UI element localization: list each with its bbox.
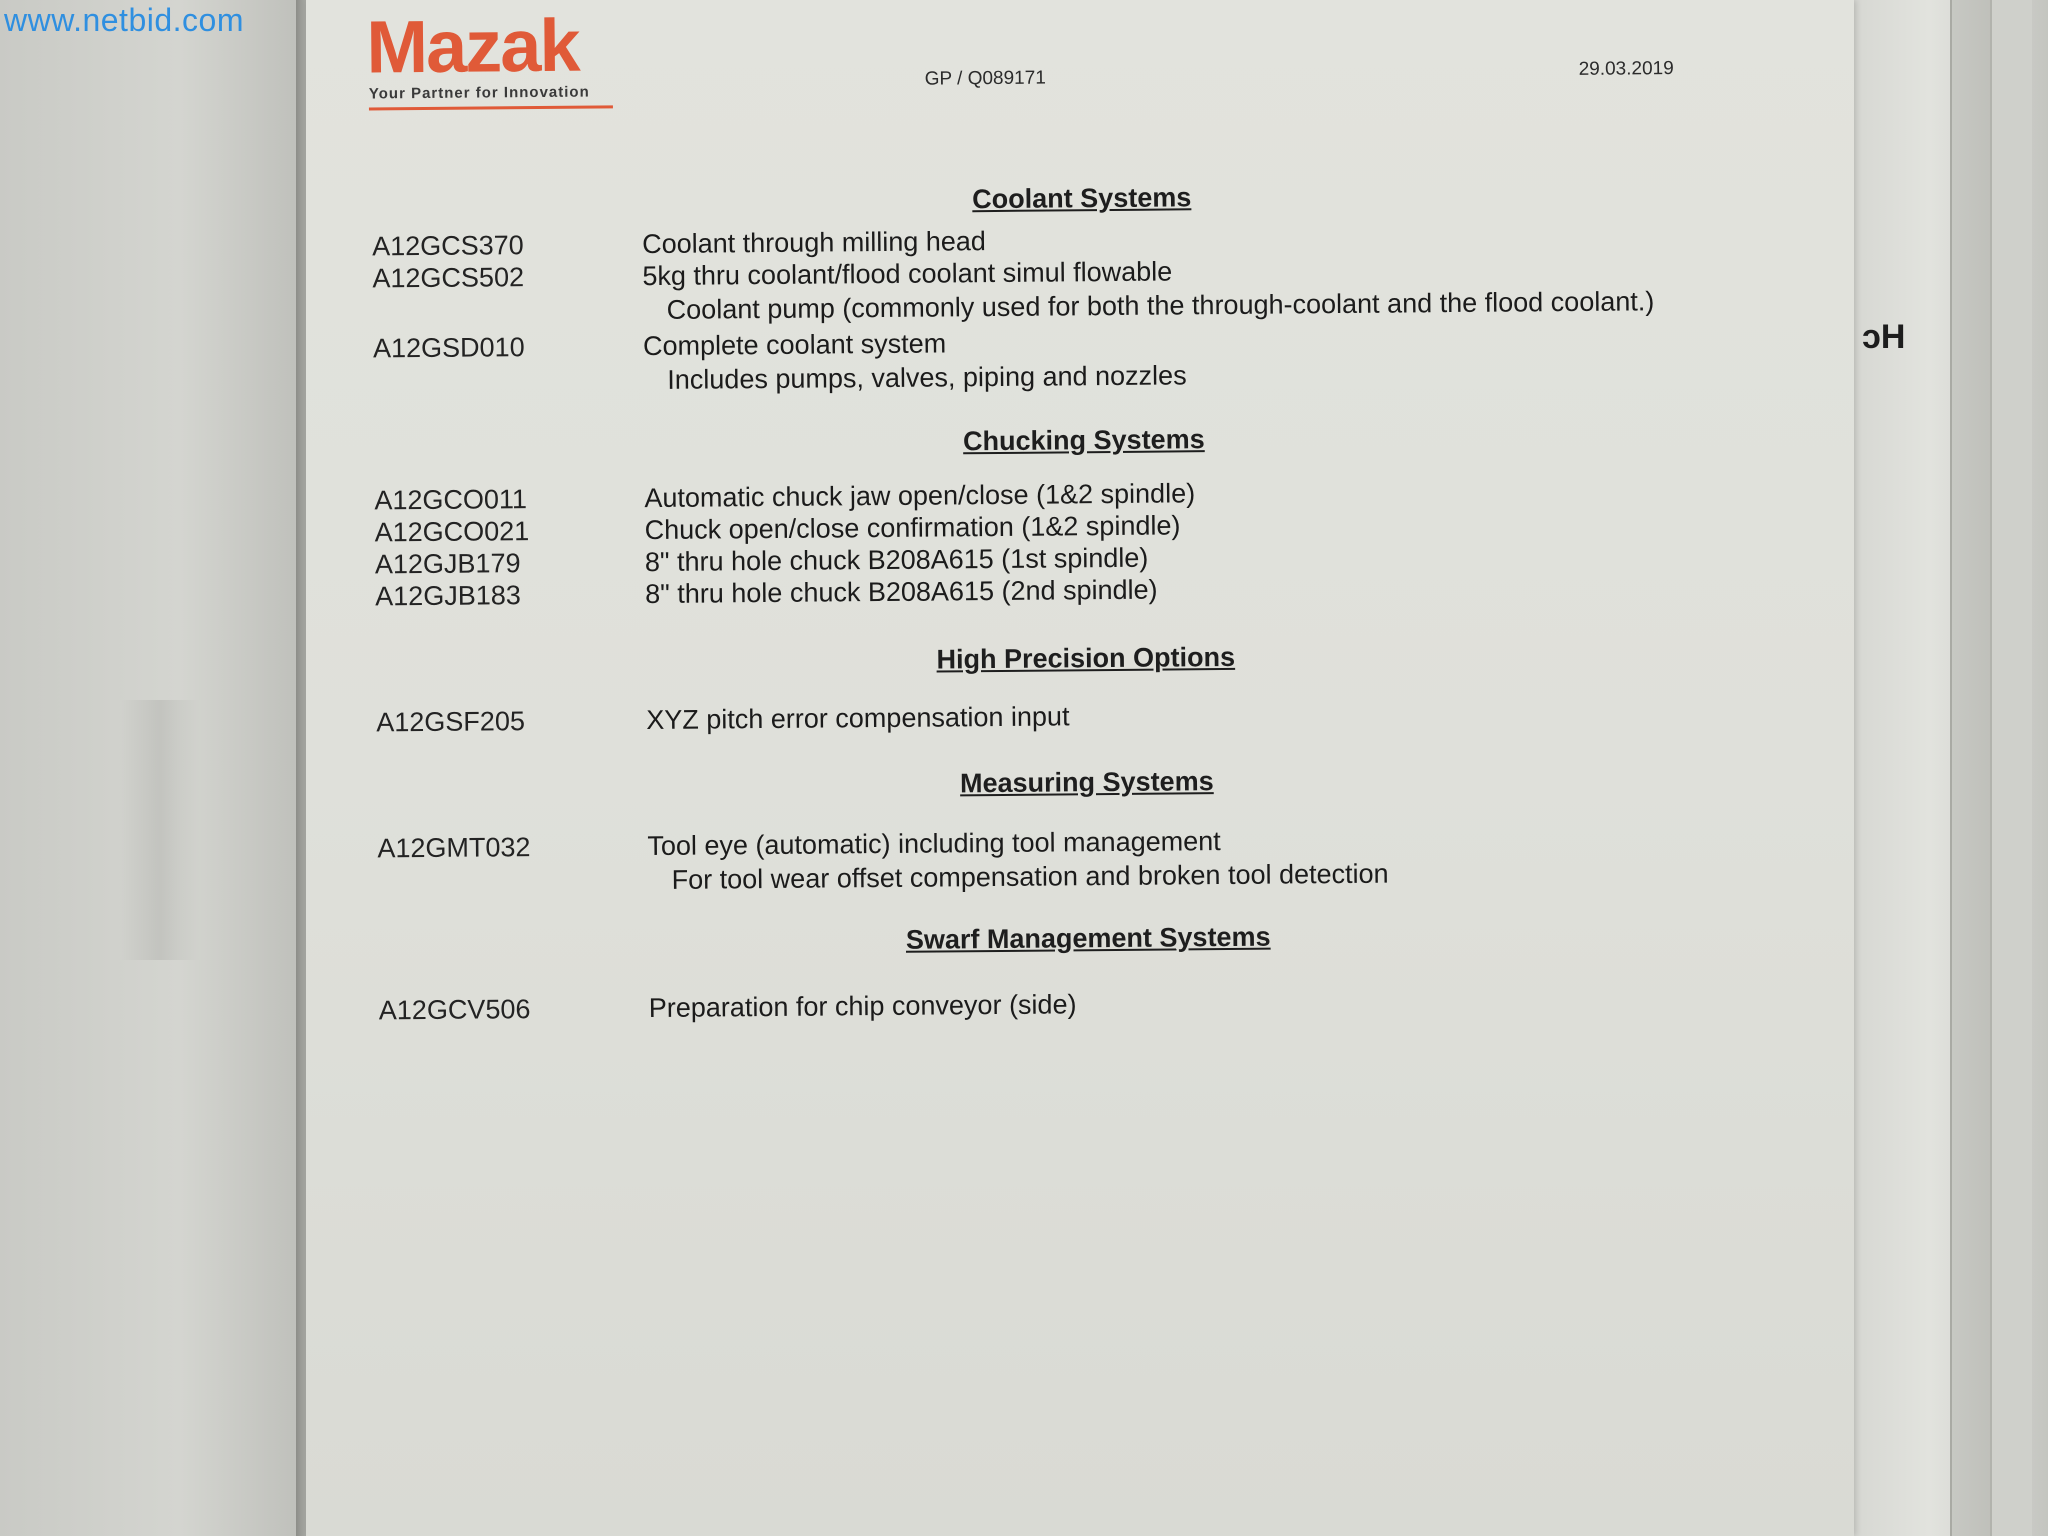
item-code: A12GCS370 xyxy=(372,230,524,262)
binder-spine xyxy=(296,0,306,1536)
list-item xyxy=(315,982,1863,1032)
section-title-chucking: Chucking Systems xyxy=(962,424,1205,457)
item-description: XYZ pitch error compensation input xyxy=(646,701,1070,736)
section-title-precision: High Precision Options xyxy=(936,641,1236,675)
item-description: Automatic chuck jaw open/close (1&2 spindle) xyxy=(644,478,1196,514)
item-description: Preparation for chip conveyor (side) xyxy=(648,989,1077,1024)
item-note: For tool wear offset compensation and broken tool detection xyxy=(671,858,1389,895)
item-code: A12GSD010 xyxy=(372,332,525,364)
item-code: A12GSF205 xyxy=(376,706,526,738)
section-title-measuring: Measuring Systems xyxy=(959,766,1214,799)
edge-text: ɔH xyxy=(1862,318,1906,356)
sheet-content xyxy=(306,0,1867,1536)
item-description: Complete coolant system xyxy=(642,328,947,362)
item-code: A12GCO011 xyxy=(374,484,528,516)
item-description: Chuck open/close confirmation (1&2 spindle) xyxy=(644,510,1181,546)
item-code: A12GJB179 xyxy=(374,548,521,580)
item-description: 8" thru hole chuck B208A615 (1st spindle) xyxy=(644,542,1149,578)
item-description: 8" thru hole chuck B208A615 (2nd spindle) xyxy=(645,574,1158,610)
item-code: A12GJB183 xyxy=(375,580,521,612)
section-title-coolant: Coolant Systems xyxy=(972,182,1192,215)
item-code: A12GCS502 xyxy=(372,262,525,294)
item-description: Tool eye (automatic) including tool management xyxy=(647,826,1221,862)
item-description: 5kg thru coolant/flood coolant simul flowable xyxy=(642,256,1173,292)
mazak-logo xyxy=(366,5,627,113)
page-fold-shadow xyxy=(120,700,200,960)
quote-reference: GP / Q089171 xyxy=(924,67,1046,90)
list-item xyxy=(312,694,1860,744)
item-code: A12GCO021 xyxy=(374,516,530,548)
item-description: Coolant through milling head xyxy=(642,226,986,260)
document-date: 29.03.2019 xyxy=(1578,58,1674,80)
logo-wordmark: Mazak xyxy=(366,3,579,89)
section-title-swarf: Swarf Management Systems xyxy=(905,921,1271,955)
item-note: Includes pumps, valves, piping and nozzles xyxy=(667,360,1187,395)
watermark-text: www.netbid.com xyxy=(4,2,244,38)
document-sheet xyxy=(306,0,1854,1536)
binder-tab-inner xyxy=(1990,0,2032,1536)
item-code: A12GMT032 xyxy=(377,832,531,864)
logo-tagline: Your Partner for Innovation xyxy=(368,83,590,103)
logo-underline xyxy=(369,105,613,110)
item-code: A12GCV506 xyxy=(378,994,531,1026)
item-note: Coolant pump (commonly used for both the through-coolant and the flood coolant.) xyxy=(666,286,1655,325)
